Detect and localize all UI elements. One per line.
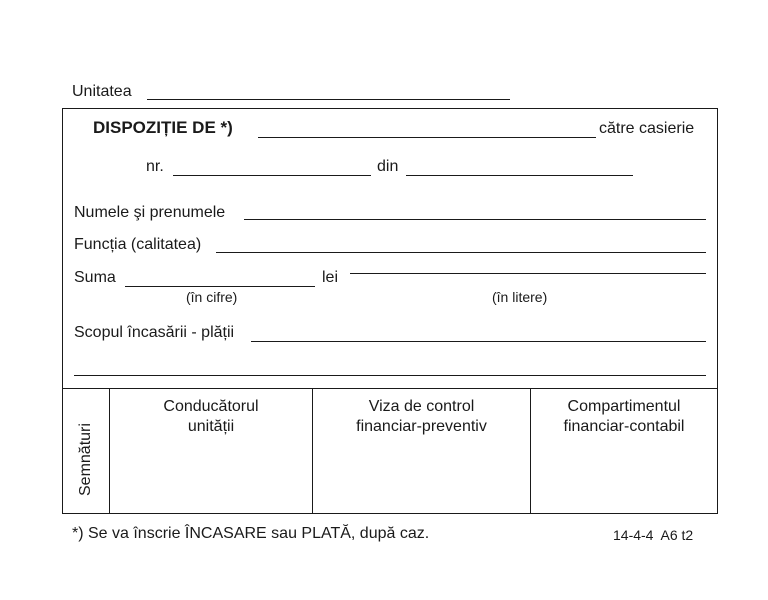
date-line[interactable]: [406, 175, 633, 176]
letters-hint: (în litere): [492, 289, 548, 305]
footer-note: *) Se va înscrie ÎNCASARE sau PLATĂ, după caz.: [72, 525, 430, 542]
nr-line[interactable]: [173, 175, 371, 176]
digits-hint: (în cifre): [186, 289, 238, 305]
amount-label: Suma: [74, 269, 116, 286]
purpose-label: Scopul încasării - plății: [74, 324, 235, 341]
signature-col-accounting-line1: Compartimentul: [567, 398, 681, 415]
form-code: 14-4-4 A6 t2: [613, 527, 694, 543]
signature-col-manager-line2: unității: [187, 418, 235, 435]
amount-digits-line[interactable]: [125, 286, 315, 287]
nr-label: nr.: [146, 158, 164, 175]
currency-label: lei: [322, 269, 339, 286]
amount-letters-line[interactable]: [350, 273, 706, 274]
signature-col-control-line2: financiar-preventiv: [356, 418, 487, 435]
to-cashier-label: către casierie: [599, 120, 695, 137]
unit-label: Unitatea: [72, 83, 132, 100]
title-fill-line[interactable]: [258, 137, 596, 138]
form-title: DISPOZIȚIE DE *): [93, 118, 233, 137]
name-line[interactable]: [244, 219, 706, 220]
function-label: Funcția (calitatea): [74, 236, 202, 253]
signature-col-accounting-line2: financiar-contabil: [563, 418, 685, 435]
purpose-line-2[interactable]: [74, 375, 706, 376]
signature-col-manager[interactable]: [110, 397, 312, 437]
signatures-label: Semnături: [77, 423, 94, 496]
signature-col-manager-line1: Conducătorul: [163, 398, 259, 415]
signature-col-accounting[interactable]: [531, 397, 717, 437]
signature-col-control-line1: Viza de control: [368, 398, 475, 415]
function-line[interactable]: [216, 252, 706, 253]
purpose-line[interactable]: [251, 341, 706, 342]
unit-line[interactable]: [147, 99, 510, 100]
name-label: Numele şi prenumele: [74, 204, 226, 221]
signature-col-control[interactable]: [313, 397, 530, 437]
from-label: din: [377, 158, 399, 175]
signatures-divider: [62, 388, 718, 389]
